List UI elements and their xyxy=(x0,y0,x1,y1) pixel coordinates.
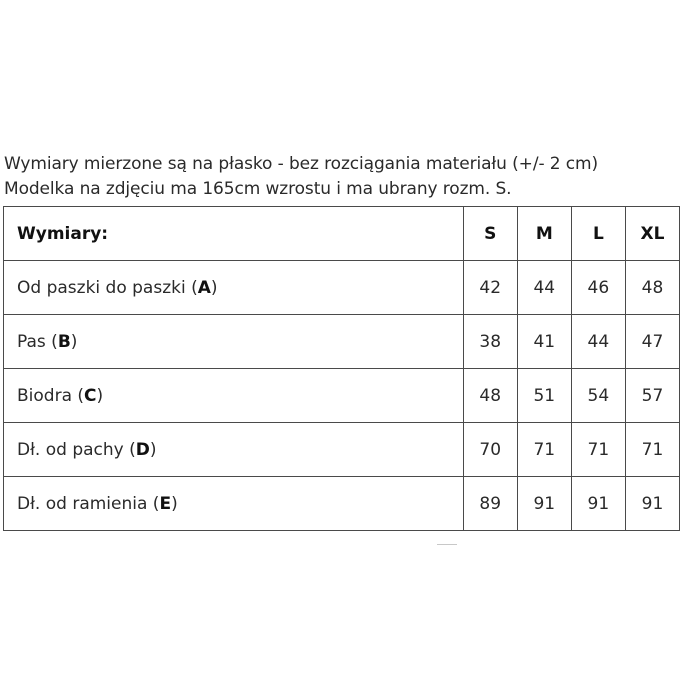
row-letter: C xyxy=(84,385,97,406)
row-label-text: Dł. od pachy xyxy=(17,439,124,460)
header-size-xl: XL xyxy=(625,207,679,261)
cell-value: 47 xyxy=(625,315,679,369)
table-row xyxy=(4,423,680,477)
cell-value: 42 xyxy=(463,261,517,315)
row-letter: E xyxy=(159,493,172,514)
cell-value: 48 xyxy=(625,261,679,315)
row-label-text: Pas xyxy=(17,331,46,352)
table-row xyxy=(4,369,680,423)
size-chart-table xyxy=(3,206,680,531)
cell-value: 71 xyxy=(625,423,679,477)
row-label: Pas (B) xyxy=(4,315,464,369)
cell-value: 44 xyxy=(571,315,625,369)
row-label: Dł. od pachy (D) xyxy=(4,423,464,477)
header-label: Wymiary: xyxy=(4,207,464,261)
table-row xyxy=(4,315,680,369)
intro-line-measurement-note: Wymiary mierzone są na płasko - bez rozciągania materiału (+/- 2 cm) xyxy=(4,154,599,174)
cell-value: 71 xyxy=(517,423,571,477)
cell-value: 44 xyxy=(517,261,571,315)
cell-value: 51 xyxy=(517,369,571,423)
header-size-l: L xyxy=(571,207,625,261)
table-row xyxy=(4,261,680,315)
row-label: Biodra (C) xyxy=(4,369,464,423)
row-label: Od paszki do paszki (A) xyxy=(4,261,464,315)
row-label-text: Biodra xyxy=(17,385,72,406)
row-letter: B xyxy=(57,331,71,352)
cell-value: 38 xyxy=(463,315,517,369)
row-label-text: Dł. od ramienia xyxy=(17,493,148,514)
table-header-row xyxy=(4,207,680,261)
table-row xyxy=(4,477,680,531)
intro-text xyxy=(4,152,698,202)
divider-line xyxy=(437,544,457,551)
cell-value: 91 xyxy=(571,477,625,531)
row-letter: A xyxy=(197,277,211,298)
cell-value: 54 xyxy=(571,369,625,423)
cell-value: 70 xyxy=(463,423,517,477)
cell-value: 46 xyxy=(571,261,625,315)
cell-value: 41 xyxy=(517,315,571,369)
header-size-m: M xyxy=(517,207,571,261)
cell-value: 48 xyxy=(463,369,517,423)
row-label-text: Od paszki do paszki xyxy=(17,277,186,298)
cell-value: 57 xyxy=(625,369,679,423)
row-label: Dł. od ramienia (E) xyxy=(4,477,464,531)
header-size-s: S xyxy=(463,207,517,261)
cell-value: 89 xyxy=(463,477,517,531)
intro-line-model-note: Modelka na zdjęciu ma 165cm wzrostu i ma ubrany rozm. S. xyxy=(4,179,512,199)
cell-value: 91 xyxy=(517,477,571,531)
row-letter: D xyxy=(135,439,150,460)
cell-value: 71 xyxy=(571,423,625,477)
cell-value: 91 xyxy=(625,477,679,531)
